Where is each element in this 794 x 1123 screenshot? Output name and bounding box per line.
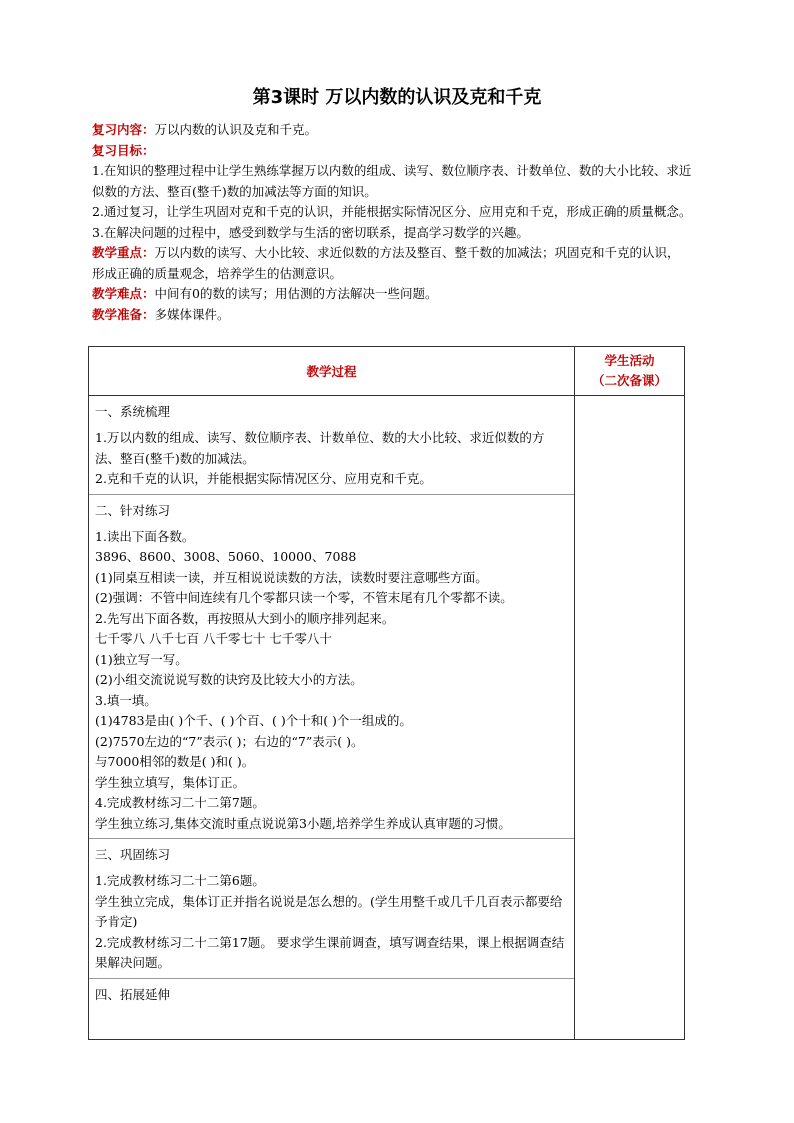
section-title: 三、巩固练习: [95, 847, 171, 862]
table-body-row: [89, 396, 685, 1040]
review-content-text: 万以内数的认识及克和千克。: [154, 122, 318, 137]
list-item: (2)强调：不管中间连续有几个零都只读一个零，不管末尾有几个零都不读。: [95, 590, 513, 605]
list-item: 1.读出下面各数。: [95, 528, 195, 544]
list-item: (1)4783是由( )个千、( )个百、( )个十和( )个一组成的。: [95, 713, 412, 728]
teaching-difficult-label: 教学难点：: [92, 286, 155, 301]
teaching-key-points: [92, 243, 692, 284]
teaching-prep-text: 多媒体课件。: [154, 306, 230, 322]
review-goals-label: 复习目标：: [92, 142, 155, 158]
list-item: (1)独立写一写。: [95, 651, 188, 667]
teaching-key-text: 万以内数的读写、大小比较、求近似数的方法及整百、整千数的加减法；巩固克和千克的认识，形成正确的质量观念，培养学生的估测意识。: [92, 245, 680, 281]
teaching-process-header: 教学过程: [89, 347, 575, 396]
review-content: [92, 120, 692, 141]
list-item: 学生独立练习,集体交流时重点说说第3小题,培养学生养成认真审题的习惯。: [95, 815, 511, 831]
list-item: 3.填一填。: [95, 692, 157, 708]
review-goal-item: 3.在解决问题的过程中，感受到数学与生活的密切联系，提高学习数学的兴趣。: [92, 224, 529, 240]
section-targeted-practice: [89, 494, 574, 839]
teaching-prep-label: 教学准备：: [92, 306, 155, 322]
student-activity-header: 学生活动 （二次备课）: [575, 347, 685, 396]
section-title: 二、针对练习: [95, 502, 171, 518]
list-item: 七千零八 八千七百 八千零七十 七千零八十: [95, 631, 332, 646]
list-item: (2)小组交流说说写数的诀窍及比较大小的方法。: [95, 672, 363, 687]
student-activity-cell: [575, 396, 685, 1040]
list-item: 2.完成教材练习二十二第17题。 要求学生课前调查，填写调查结果，课上根据调查结果解决问题。: [95, 934, 565, 970]
list-item: 学生独立填写，集体订正。: [95, 774, 246, 790]
list-item: 2.克和千克的认识，并能根据实际情况区分、应用克和千克。: [95, 471, 432, 486]
teaching-process-cell: [89, 396, 575, 1040]
teaching-key-label: 教学重点：: [92, 245, 155, 260]
review-goal-item: 2.通过复习，让学生巩固对克和千克的认识，并能根据实际情况区分、应用克和千克，形成正确的质量概念。: [92, 204, 692, 219]
list-item: 1.完成教材练习二十二第6题。: [95, 873, 265, 888]
section-title: 四、拓展延伸: [95, 986, 171, 1002]
list-item: (2)7570左边的“7”表示( )；右边的“7”表示( )。: [95, 733, 364, 749]
list-item: 4.完成教材练习二十二第7题。: [95, 795, 265, 810]
list-item: (1)同桌互相读一读，并互相说说读数的方法，读数时要注意哪些方面。: [95, 569, 488, 585]
teaching-difficult-text: 中间有0的数的读写；用估测的方法解决一些问题。: [154, 286, 438, 301]
section-extension: [89, 978, 574, 1019]
table-header-row: [89, 347, 685, 396]
list-item: 2.先写出下面各数，再按照从大到小的顺序排列起来。: [95, 610, 395, 626]
teaching-preparation: [92, 305, 692, 326]
list-item: 学生独立完成，集体订正并指名说说是怎么想的。(学生用整千或几千几百表示都要给予肯定): [95, 893, 563, 929]
list-item: 1.万以内数的组成、读写、数位顺序表、计数单位、数的大小比较、求近似数的方法、整百(整千)数的加减法。: [95, 430, 545, 466]
review-goal-item: 1.在知识的整理过程中让学生熟练掌握万以内数的组成、读写、数位顺序表、计数单位、数的大小比较、求近似数的方法、整百(整千)数的加减法等方面的知识。: [92, 163, 692, 199]
list-item: 与7000相邻的数是( )和( )。: [95, 754, 255, 769]
lesson-header: [92, 120, 692, 325]
lesson-title: 第3课时 万以内数的认识及克和千克: [252, 87, 542, 108]
list-item: 3896、8600、3008、5060、10000、7088: [95, 549, 357, 564]
review-content-label: 复习内容：: [92, 122, 155, 137]
section-system-review: [89, 396, 574, 494]
section-consolidation: [89, 838, 574, 978]
teaching-difficulties: [92, 284, 692, 305]
lesson-table: [88, 346, 685, 1040]
section-title: 一、系统梳理: [95, 404, 171, 419]
